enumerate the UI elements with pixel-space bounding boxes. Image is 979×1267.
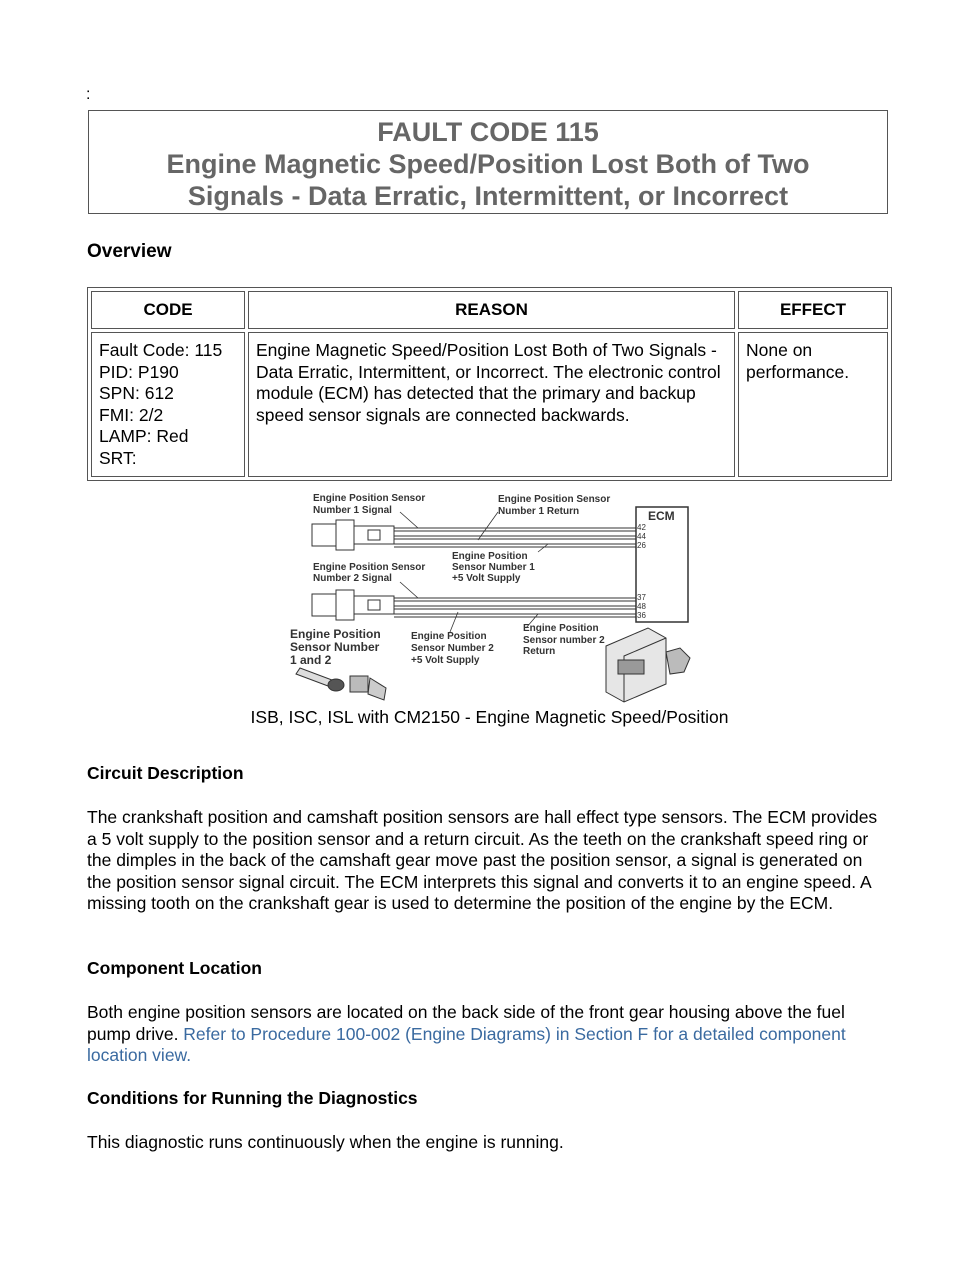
label-eps2-return-b: Sensor number 2 (523, 635, 605, 646)
fault-code-table (87, 287, 892, 481)
sensor-1-connector (312, 520, 394, 550)
code-line: LAMP: Red (99, 426, 189, 446)
label-sensor-a: Engine Position (290, 627, 381, 641)
table-header-row (91, 291, 888, 329)
table-row (91, 332, 888, 477)
label-eps2-return-a: Engine Position (523, 623, 599, 634)
code-cell (91, 332, 245, 477)
label-eps1-supply-c: +5 Volt Supply (452, 573, 521, 584)
circuit-description-text: The crankshaft position and camshaft position sensors are hall effect type sensors. The ECM provides a 5 volt supply to the position sensor and a return circuit. As the teeth on the crankshaft speed ring or the dimples in the back of the camshaft gear move past the position sensor, a signal is generated on the position sensor signal circuit. The ECM interprets this signal and converts it to an engine speed. A missing tooth on the crankshaft gear is used to determine the position of the engine by the ECM. (87, 807, 878, 913)
conditions-text: This diagnostic runs continuously when the engine is running. (87, 1132, 564, 1152)
label-eps2-signal-a: Engine Position Sensor (313, 562, 426, 573)
label-eps2-return-c: Return (523, 646, 556, 657)
label-sensor-b: Sensor Number (290, 640, 380, 654)
overview-heading: Overview (87, 241, 172, 262)
fault-code-title-box (88, 110, 888, 214)
component-location-body: Both engine position sensors are located on the back side of the front gear housing above the fuel pump drive. (87, 1002, 845, 1044)
colon-mark: : (86, 86, 91, 103)
label-eps1-return-b: Number 1 Return (498, 506, 580, 517)
sensor-2-connector (312, 590, 394, 620)
procedure-link[interactable]: Refer to Procedure 100-002 (Engine Diagrams) in Section F for a detailed component location view. (87, 1023, 846, 1065)
label-eps1-return-a: Engine Position Sensor (498, 494, 611, 505)
pin-label: 42 (637, 523, 646, 532)
pin-label: 37 (637, 593, 646, 602)
reason-cell: Engine Magnetic Speed/Position Lost Both of Two Signals - Data Erratic, Intermittent, or Incorrect. The electronic control module (ECM) has detected that the primary and backup speed sensor signals are connected backwards. (248, 332, 735, 477)
label-sensor-c: 1 and 2 (290, 653, 332, 667)
pin-label: 44 (637, 532, 646, 541)
label-eps1-signal-a: Engine Position Sensor (313, 493, 426, 504)
wiring-diagram (288, 488, 698, 706)
label-eps2-signal-b: Number 2 Signal (313, 573, 392, 584)
pin-label: 48 (637, 602, 646, 611)
ecm-module-drawing (606, 628, 690, 702)
component-location-heading: Component Location (87, 958, 262, 978)
sensor-2-wires (394, 598, 636, 617)
label-eps1-signal-b: Number 1 Signal (313, 505, 392, 516)
code-line: Fault Code: 115 (99, 340, 223, 360)
label-eps2-supply-b: Sensor Number 2 (411, 643, 494, 654)
header-code: CODE (91, 291, 245, 329)
conditions-heading: Conditions for Running the Diagnostics (87, 1088, 418, 1108)
code-line: FMI: 2/2 (99, 404, 164, 425)
pin-label: 36 (637, 611, 646, 620)
component-location-text (87, 1002, 887, 1067)
title-line-1: FAULT CODE 115 (377, 117, 599, 147)
diagram-caption: ISB, ISC, ISL with CM2150 - Engine Magnetic Speed/Position (250, 707, 729, 727)
circuit-description-heading: Circuit Description (87, 763, 244, 783)
title-line-2: Engine Magnetic Speed/Position Lost Both of Two (166, 149, 810, 179)
label-eps2-supply-a: Engine Position (411, 631, 487, 642)
ecm-label: ECM (648, 509, 675, 523)
code-line: SPN: 612 (99, 383, 174, 403)
sensor-1-wires (394, 528, 636, 547)
header-reason: REASON (248, 291, 735, 329)
title-line-3: Signals - Data Erratic, Intermittent, or Incorrect (187, 181, 789, 211)
label-eps1-supply-a: Engine Position (452, 551, 528, 562)
header-effect: EFFECT (738, 291, 888, 329)
label-eps1-supply-b: Sensor Number 1 (452, 562, 535, 573)
pin-label: 26 (637, 541, 646, 550)
effect-cell: None on performance. (738, 332, 888, 477)
position-sensor-drawing (296, 668, 386, 700)
label-eps2-supply-c: +5 Volt Supply (411, 655, 480, 666)
code-line: SRT: (99, 447, 137, 468)
code-line: PID: P190 (99, 361, 179, 382)
